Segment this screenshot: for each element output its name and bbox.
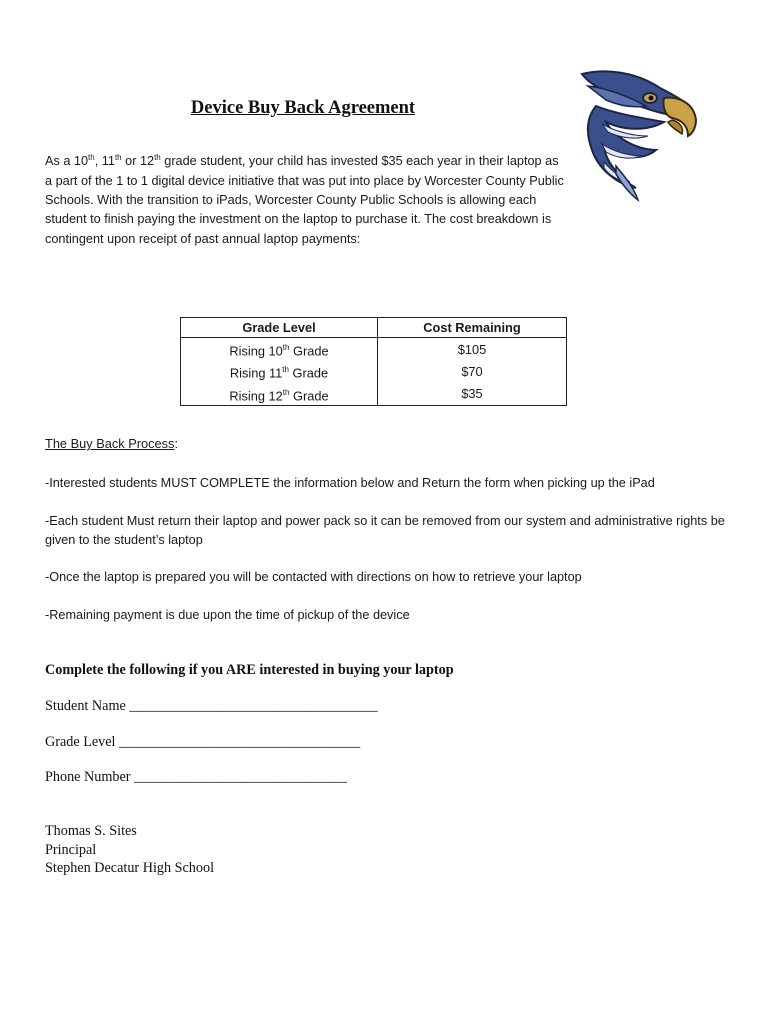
signature-block [45, 822, 214, 878]
eagle-mascot-logo [576, 66, 700, 206]
cost-table [180, 317, 567, 406]
page-title: Device Buy Back Agreement [190, 98, 416, 118]
grade-cell: Rising 12th Grade [181, 383, 378, 406]
process-step: -Each student Must return their laptop and power pack so it can be removed from our system and administrative rights be given to the student’s laptop [45, 514, 725, 547]
table-row [181, 360, 567, 382]
school-name: Stephen Decatur High School [45, 860, 215, 876]
grade-level-header: Grade Level [181, 318, 378, 338]
process-step: -Interested students MUST COMPLETE the information below and Return the form when picking up the iPad [45, 476, 655, 490]
cost-cell: $105 [378, 338, 567, 361]
grade-level-field[interactable]: Grade Level __________________________________ [45, 734, 361, 750]
process-heading: The Buy Back Process: [45, 436, 179, 451]
cost-cell: $70 [378, 360, 567, 382]
phone-number-field[interactable]: Phone Number ______________________________ [45, 769, 347, 785]
grade-cell: Rising 10th Grade [181, 338, 378, 361]
table-row [181, 338, 567, 361]
cost-remaining-header: Cost Remaining [378, 318, 567, 338]
grade-cell: Rising 11th Grade [181, 360, 378, 382]
form-heading: Complete the following if you ARE interested in buying your laptop [45, 662, 454, 678]
table-row [181, 383, 567, 406]
intro-paragraph: As a 10th, 11th or 12th grade student, your child has invested $35 each year in their laptop as a part of the 1 to 1 digital device initiative that was put into place by Worcester County Public Schools. With the transition to iPads, Worcester County Public Schools is allowing each student to finish paying the investment on the laptop to purchase it. The cost breakdown is contingent upon receipt of past annual laptop payments: [45, 153, 564, 246]
process-step: -Once the laptop is prepared you will be contacted with directions on how to retrieve your laptop [45, 570, 582, 584]
cost-cell: $35 [378, 383, 567, 406]
student-name-field[interactable]: Student Name ___________________________________ [45, 698, 378, 714]
signer-role: Principal [45, 841, 97, 858]
signer-name: Thomas S. Sites [45, 823, 137, 839]
process-step: -Remaining payment is due upon the time of pickup of the device [45, 608, 410, 622]
